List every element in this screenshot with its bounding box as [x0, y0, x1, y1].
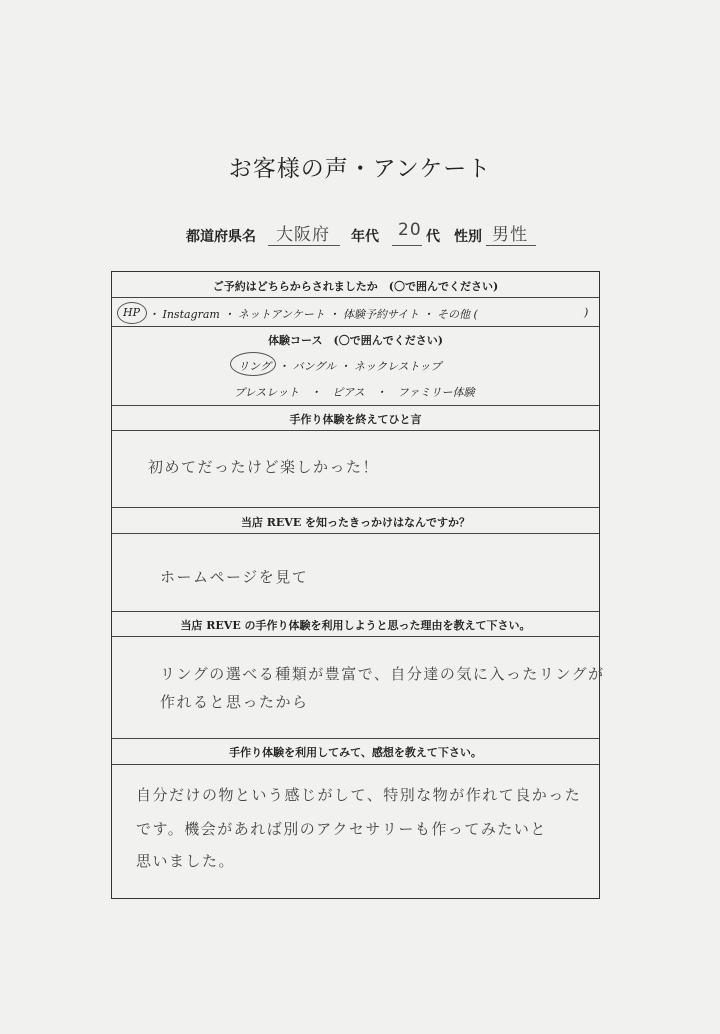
q3-answer: 初めてだったけど楽しかった！	[148, 458, 380, 476]
divider	[112, 326, 599, 327]
q5-answer-line: リングの選べる種類が豊富で、自分達の気に入ったリングが	[160, 665, 605, 683]
divider	[112, 611, 599, 612]
q6-answer-line: 思いました。	[136, 852, 236, 870]
q5-answer-line: 作れると思ったから	[160, 693, 309, 711]
q1-label: ご予約はどちらからされましたか (〇で囲んでください)	[212, 280, 499, 293]
age-underline	[392, 245, 422, 246]
survey-form	[111, 271, 605, 899]
gender-underline	[486, 245, 536, 246]
q6-answer-line: です。機会があれば別のアクセサリーも作ってみたいと	[136, 820, 547, 838]
q2-option-ring: リング	[238, 360, 271, 373]
q6-answer-line: 自分だけの物という感じがして、特別な物が作れて良かった	[136, 786, 582, 804]
q2-option-row1: ・ バングル ・ ネックレストップ	[278, 360, 442, 373]
prefecture-value: 大阪府	[276, 225, 330, 245]
q2-option-row2: ブレスレット ・ ピアス ・ ファミリー体験	[234, 386, 475, 399]
prefecture-underline	[268, 245, 340, 246]
q4-answer: ホームページを見て	[160, 568, 309, 586]
page-title: お客様の声・アンケート	[228, 156, 492, 182]
divider	[112, 738, 599, 739]
divider	[112, 636, 599, 637]
age-suffix: 代	[426, 229, 440, 245]
age-value: 20	[398, 220, 422, 240]
age-label: 年代	[351, 229, 379, 245]
divider	[112, 405, 599, 406]
q1-option-hp: HP	[123, 306, 140, 319]
divider	[112, 297, 599, 298]
prefecture-label: 都道府県名	[186, 229, 256, 245]
gender-value: 男性	[492, 225, 528, 245]
q4-label: 当店 REVE を知ったきっかけはなんですか？	[240, 516, 471, 529]
q1-option-close: )	[584, 306, 589, 319]
divider	[112, 764, 599, 765]
divider	[112, 507, 599, 508]
q5-label: 当店 REVE の手作り体験を利用しようと思った理由を教えて下さい。	[180, 619, 531, 632]
divider	[112, 430, 599, 431]
gender-label: 性別	[454, 229, 482, 245]
q2-label: 体験コース (〇で囲んでください)	[268, 334, 443, 347]
q6-label: 手作り体験を利用してみて、感想を教えて下さい。	[229, 746, 482, 759]
q3-label: 手作り体験を終えてひと言	[289, 413, 422, 426]
divider	[112, 533, 599, 534]
q1-option-list: ・ Instagram ・ ネットアンケート ・ 体験予約サイト ・ その他 (	[148, 308, 478, 321]
